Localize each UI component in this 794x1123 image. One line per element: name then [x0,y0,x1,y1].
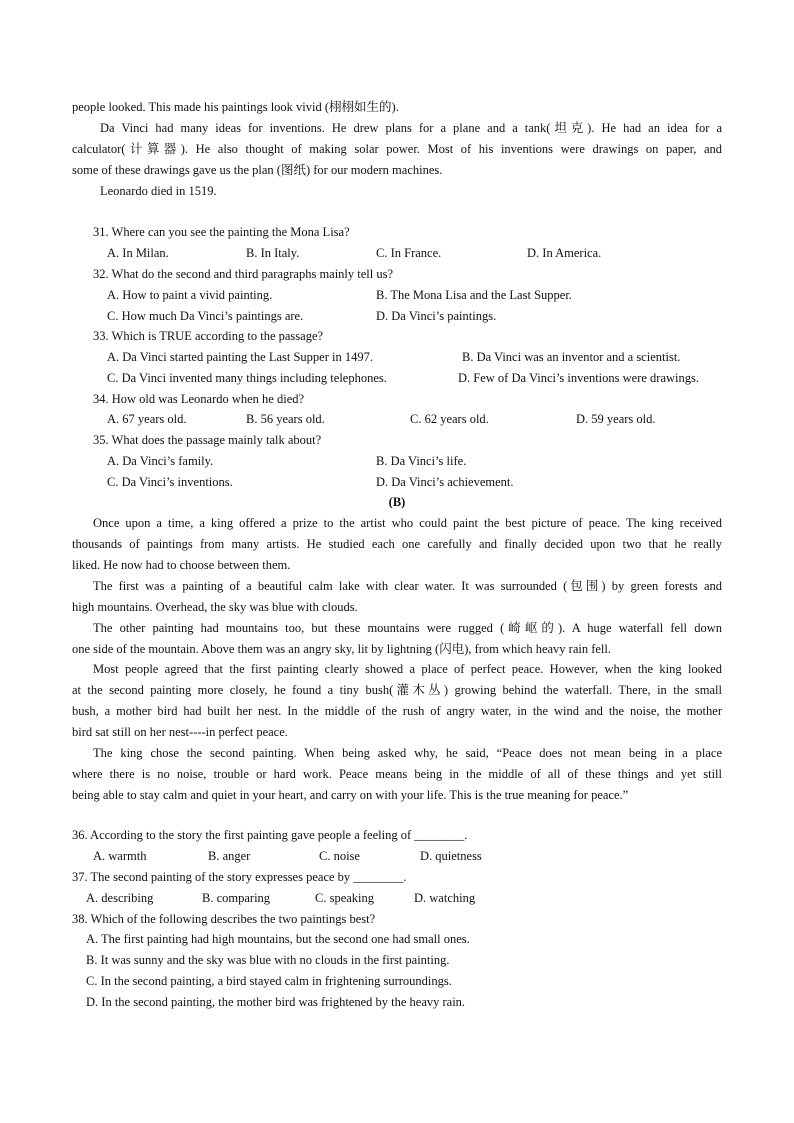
option-34d: D. 59 years old. [576,412,656,426]
option-31b: B. In Italy. [246,246,300,260]
passage-b-line: bush, a mother bird had built her nest. In the middle of the rush of angry water, in the wind and the noise, the mother [72,704,722,718]
option-35c: C. Da Vinci’s inventions. [107,475,233,489]
passage-b-line: one side of the mountain. Above them was an angry sky, lit by lightning (闪电), from which heavy rain fell. [72,642,612,656]
option-37a: A. describing [86,891,154,905]
option-37b: B. comparing [202,891,271,905]
passage-a-line: people looked. This made his paintings look vivid (栩栩如生的). [72,100,399,114]
option-34a: A. 67 years old. [107,412,187,426]
question-38: 38. Which of the following describes the two paintings best? [72,912,376,926]
question-32: 32. What do the second and third paragraphs mainly tell us? [93,267,394,281]
option-33a: A. Da Vinci started painting the Last Supper in 1497. [107,350,373,364]
passage-b-line: being able to stay calm and quiet in your heart, and carry on with your life. This is the true meaning for peace.” [72,788,629,802]
passage-b-line: at the second painting more closely, he found a tiny bush(灌木丛) growing behind the waterfall. There, in the small [72,683,722,697]
passage-b-line: liked. He now had to choose between them. [72,558,291,572]
option-38c: C. In the second painting, a bird stayed calm in frightening surroundings. [86,974,452,988]
option-38b: B. It was sunny and the sky was blue with no clouds in the first painting. [86,953,450,967]
option-35d: D. Da Vinci’s achievement. [376,475,514,489]
option-32a: A. How to paint a vivid painting. [107,288,273,302]
passage-b-line: The first was a painting of a beautiful calm lake with clear water. It was surrounded (包围) by green forests and [93,579,722,593]
passage-b-line: bird sat still on her nest----in perfect peace. [72,725,288,739]
question-37: 37. The second painting of the story expresses peace by ________. [72,870,407,884]
option-37d: D. watching [414,891,476,905]
option-36b: B. anger [208,849,251,863]
passage-b-line: where there is no noise, trouble or hard work. Peace means being in the middle of all of these things and yet still [72,767,722,781]
question-31: 31. Where can you see the painting the Mona Lisa? [93,225,350,239]
option-32b: B. The Mona Lisa and the Last Supper. [376,288,572,302]
passage-a-line: calculator(计算器). He also thought of making solar power. Most of his inventions were drawings on paper, and [72,142,722,156]
option-33b: B. Da Vinci was an inventor and a scientist. [462,350,681,364]
question-36: 36. According to the story the first painting gave people a feeling of ________. [72,828,468,842]
option-36d: D. quietness [420,849,482,863]
option-31a: A. In Milan. [107,246,169,260]
option-31d: D. In America. [527,246,602,260]
passage-b-line: The other painting had mountains too, but these mountains were rugged (崎岖的). A huge waterfall fell down [93,621,722,635]
question-33: 33. Which is TRUE according to the passage? [93,329,324,343]
option-31c: C. In France. [376,246,442,260]
passage-b-line: The king chose the second painting. When being asked why, he said, “Peace does not mean being in a place [93,746,722,760]
option-33d: D. Few of Da Vinci’s inventions were drawings. [458,371,699,385]
option-33c: C. Da Vinci invented many things including telephones. [107,371,387,385]
option-32d: D. Da Vinci’s paintings. [376,309,497,323]
question-35: 35. What does the passage mainly talk about? [93,433,322,447]
option-38a: A. The first painting had high mountains, but the second one had small ones. [86,932,470,946]
option-35a: A. Da Vinci’s family. [107,454,214,468]
option-32c: C. How much Da Vinci’s paintings are. [107,309,304,323]
question-34: 34. How old was Leonardo when he died? [93,392,305,406]
passage-b-line: high mountains. Overhead, the sky was blue with clouds. [72,600,358,614]
option-34b: B. 56 years old. [246,412,325,426]
passage-a-line: Da Vinci had many ideas for inventions. He drew plans for a plane and a tank(坦克). He had an idea for a [100,121,722,135]
option-35b: B. Da Vinci’s life. [376,454,467,468]
option-36c: C. noise [319,849,360,863]
option-34c: C. 62 years old. [410,412,489,426]
passage-b-line: Most people agreed that the first painting clearly showed a place of perfect peace. However, when the king looked [93,662,722,676]
section-b-title: (B) [388,495,406,509]
option-37c: C. speaking [315,891,375,905]
option-38d: D. In the second painting, the mother bird was frightened by the heavy rain. [86,995,466,1009]
option-36a: A. warmth [93,849,147,863]
passage-b-line: Once upon a time, a king offered a prize to the artist who could paint the best picture of peace. The king received [93,516,722,530]
passage-a-line: Leonardo died in 1519. [100,184,217,198]
passage-b-line: thousands of paintings from many artists. He studied each one carefully and finally decided upon two that he really [72,537,722,551]
passage-a-line: some of these drawings gave us the plan (图纸) for our modern machines. [72,163,443,177]
